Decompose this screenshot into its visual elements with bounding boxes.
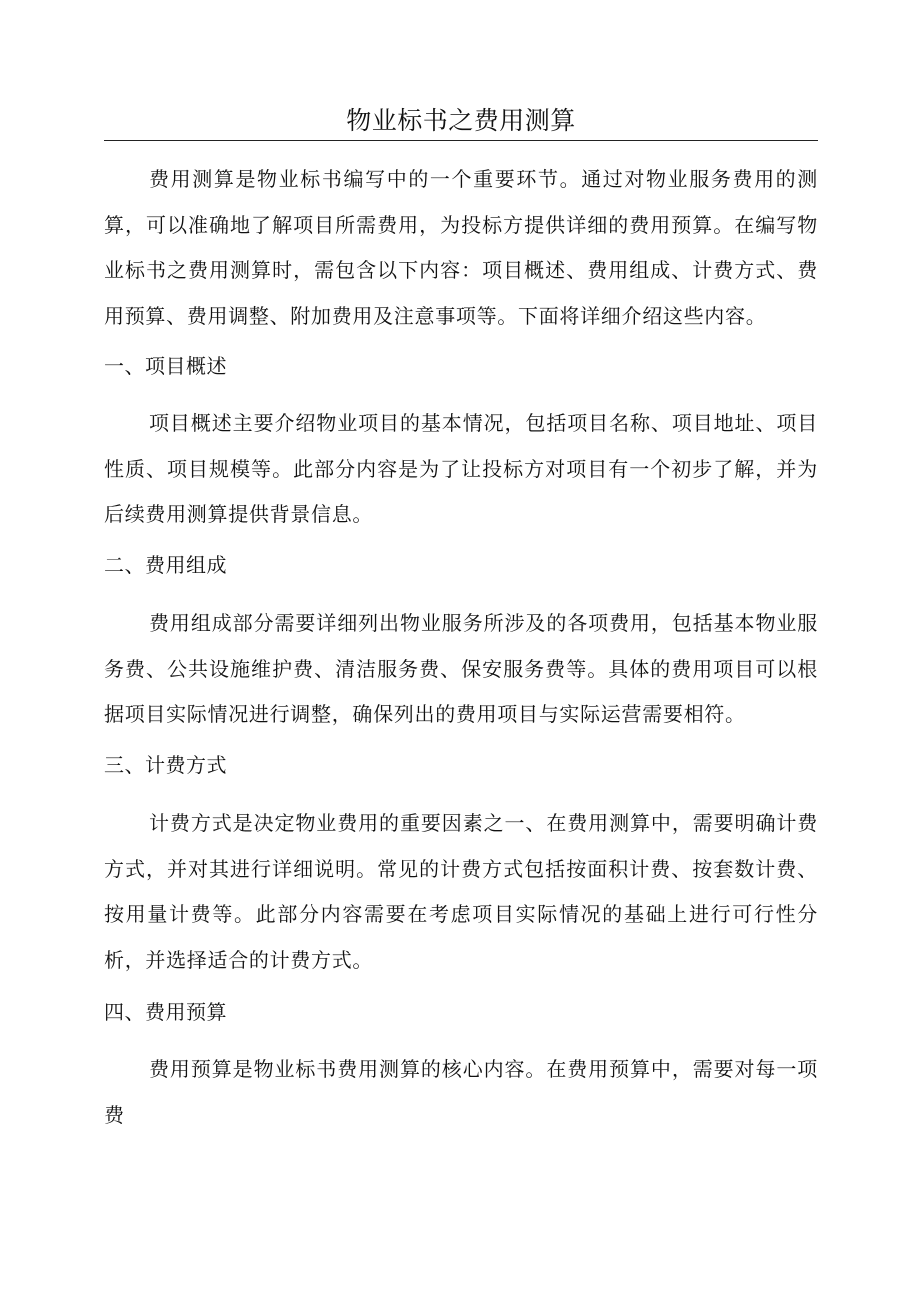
title-underline <box>104 140 818 141</box>
section-heading-budget: 四、费用预算 <box>104 1000 227 1024</box>
section-body-overview: 项目概述主要介绍物业项目的基本情况，包括项目名称、项目地址、项目性质、项目规模等。此部分内容是为了让投标方对项目有一个初步了解，并为后续费用测算提供背景信息。 <box>104 411 818 526</box>
section-heading-billing: 三、计费方式 <box>104 753 227 777</box>
section-body-budget: 费用预算是物业标书费用测算的核心内容。在费用预算中，需要对每一项费 <box>104 1057 818 1127</box>
section-heading-composition: 二、费用组成 <box>104 553 227 577</box>
page-title: 物业标书之费用测算 <box>346 106 576 135</box>
section-body-billing: 计费方式是决定物业费用的重要因素之一、在费用测算中，需要明确计费方式，并对其进行详细说明。常见的计费方式包括按面积计费、按套数计费、按用量计费等。此部分内容需要在考虑项目实际情况的基础上进行可行性分析，并选择适合的计费方式。 <box>104 811 818 972</box>
intro-paragraph: 费用测算是物业标书编写中的一个重要环节。通过对物业服务费用的测算，可以准确地了解项目所需费用，为投标方提供详细的费用预算。在编写物业标书之费用测算时，需包含以下内容：项目概述、费用组成、计费方式、费用预算、费用调整、附加费用及注意事项等。下面将详细介绍这些内容。 <box>104 167 818 328</box>
section-body-composition: 费用组成部分需要详细列出物业服务所涉及的各项费用，包括基本物业服务费、公共设施维护费、清洁服务费、保安服务费等。具体的费用项目可以根据项目实际情况进行调整，确保列出的费用项目与实际运营需要相符。 <box>104 611 818 726</box>
section-heading-overview: 一、项目概述 <box>104 354 227 378</box>
